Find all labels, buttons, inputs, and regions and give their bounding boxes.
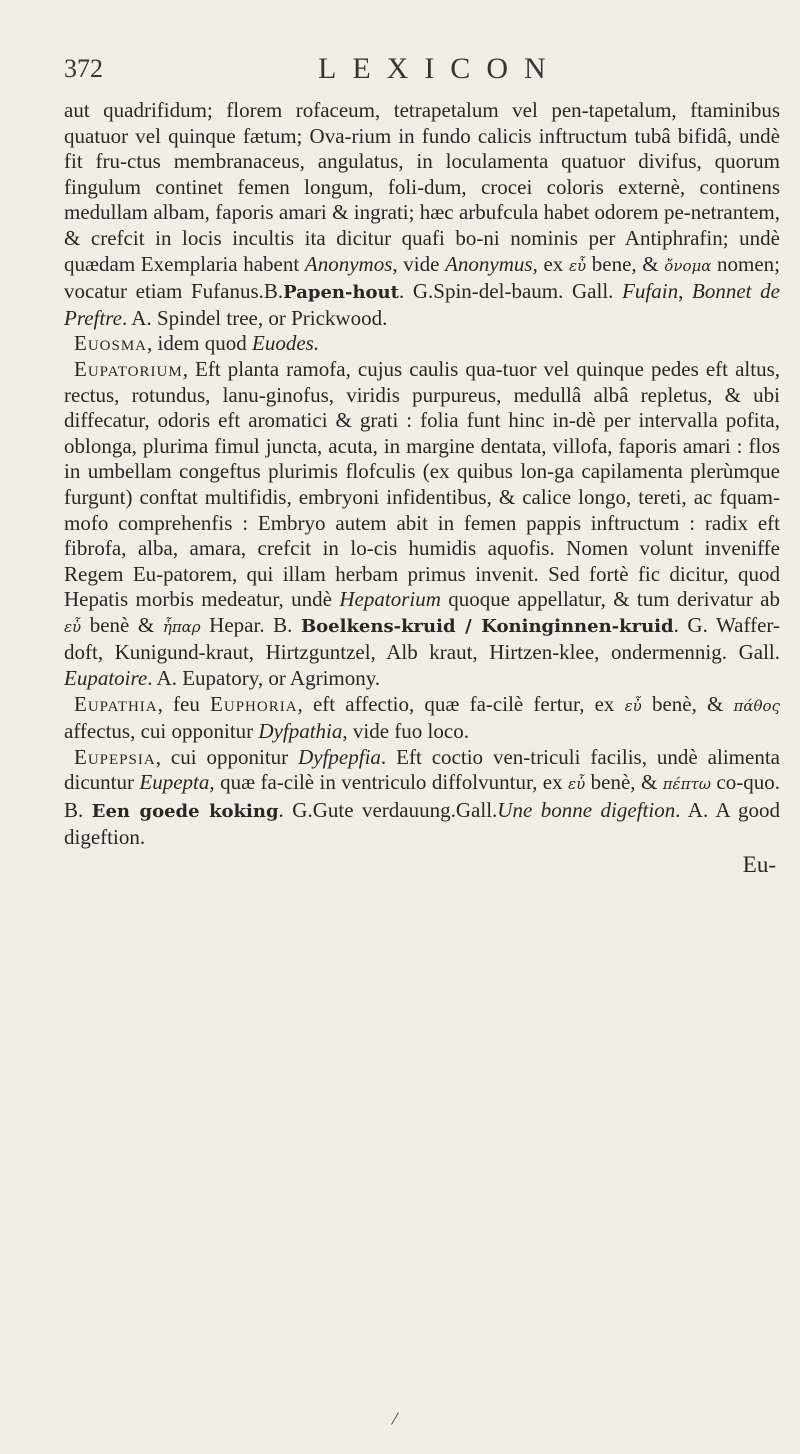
italic-term: Fufain <box>622 279 679 304</box>
italic-term: Anonymos <box>304 251 393 276</box>
continuation-paragraph <box>64 98 780 331</box>
entry-eupepsia <box>64 745 780 850</box>
italic-term: Dyfpepfia <box>298 744 381 769</box>
headword: Euphoria <box>210 691 298 716</box>
text-run: , eft affectio, quæ fa-cilè fertur, ex <box>297 691 625 716</box>
text-run: quoque appellatur, & tum derivatur ab <box>440 587 780 612</box>
greek-term: εὖ <box>568 775 586 794</box>
text-run: , vide fuo loco. <box>342 719 469 744</box>
text-run: , feu <box>157 691 211 716</box>
blackletter-term: Papen-hout <box>283 282 399 304</box>
text-run: , vide <box>392 251 446 276</box>
italic-term: Eupepta <box>139 770 210 795</box>
text-run: bene, & <box>586 251 665 276</box>
italic-term: Une bonne digeftion <box>497 798 676 823</box>
greek-term: εὖ <box>624 696 642 715</box>
catchword: Eu- <box>742 852 776 878</box>
headword: Eupatorium <box>74 356 183 381</box>
lexicon-text <box>64 98 780 878</box>
greek-term: ὄνομα <box>664 256 712 275</box>
blackletter-term: Boelkens-kruid / Koninginnen-kruid <box>300 615 674 637</box>
text-run: . A. Spindel tree, or Prickwood. <box>121 305 388 330</box>
headword: Eupathia <box>74 691 158 716</box>
text-run: . G. Waffer-doft, Kunigund-kraut, Hirtzguntzel, Alb kraut, Hirtzen-klee, ondermennig. Gall. <box>64 612 780 665</box>
italic-term: Dyfpathia <box>258 719 343 744</box>
italic-term: Euodes. <box>252 331 320 356</box>
text-run: , <box>678 279 693 304</box>
entry-eupatorium <box>64 357 780 692</box>
headword: Euosma <box>74 331 148 356</box>
greek-term: πάθος <box>733 696 780 715</box>
text-run: . Eft coctio ven-triculi facilis, undè alimenta dicuntur <box>64 744 780 795</box>
entry-eupathia <box>64 692 780 745</box>
text-run: affectus, cui opponitur <box>64 719 259 744</box>
italic-term: Eupatoire <box>64 666 148 691</box>
headword: Eupepsia <box>74 744 156 769</box>
greek-term: πέπτω <box>662 775 711 794</box>
text-run: , ex <box>532 251 569 276</box>
text-run: , quæ fa-cilè in ventriculo diffolvuntur, ex <box>209 770 569 795</box>
text-run: co-quo. B. <box>64 770 780 823</box>
text-run: nomen; vocatur etiam Fufanus.B. <box>64 251 780 304</box>
page-number: 372 <box>64 54 103 83</box>
text-run: benè, & <box>641 691 734 716</box>
greek-term: ἧπαρ <box>162 617 201 636</box>
italic-term: Bonnet de Preftre <box>64 279 780 330</box>
text-run: , Eft planta ramofa, cujus caulis qua-tuor vel quinque pedes eft altus, rectus, rotundus, lanu-ginofus, viridis purpureus, medullâ albâ repletus, & ubi diffecatur, odoris eft aromatici & grati : folia funt hinc in-dè per intervalla pofita, oblonga, plurima fimul juncta, acuta, in margine dentata, villofa, faporis amari : flos in umbellam congeftus plurimis flofculis (ex quibus lon-ga capilamenta plerùmque furgunt) conftat multifidis, embryoni infidentibus, & calice longo, tereti, ac fquam-mofo comprehenfis : Embryo autem abit in femen pappis inftructum : radix eft fibrofa, alba, amara, crefcit in lo-cis humidis aquofis. Nomen volunt inveniffe Regem Eu-patorem, qui illam herbam primus invenit. Sed fortè fic dicitur, quod Hepatis morbis medeatur, undè <box>64 356 780 612</box>
italic-term: Anonymus <box>445 251 533 276</box>
page-header <box>64 54 740 94</box>
italic-term: Hepatorium <box>339 587 441 612</box>
entry-list <box>64 331 780 850</box>
entry-euosma <box>64 331 780 357</box>
text-run: benè & <box>81 612 163 637</box>
text-run: . G.Spin-del-baum. Gall. <box>398 279 623 304</box>
text-run: . A. A good digeftion. <box>64 798 781 849</box>
greek-term: εὖ <box>568 256 587 275</box>
text-run: , cui opponitur <box>155 744 299 769</box>
stray-ink-mark <box>391 1412 399 1425</box>
text-run: benè, & <box>585 770 663 795</box>
text-run: aut quadrifidum; florem rofaceum, tetrapetalum vel pen-tapetalum, ftaminibus quatuor vel quinque fætum; Ova-rium in fundo calicis inftructum tubâ bifidâ, undè fit fru-ctus membranaceus, angulatus, in loculamenta quatuor divifus, quorum fingulum continet femen longum, foli-dum, crocei coloris externè, continens medullam albam, faporis amari & ingrati; hæc arbufcula habet odorem pe-netrantem, & crefcit in locis incultis ita dicitur quafi bo-ni nominis per Antiphrafin; undè quædam Exemplaria habent <box>64 98 780 276</box>
text-run: . A. Eupatory, or Agrimony. <box>147 666 381 691</box>
text-run: Hepar. B. <box>200 612 301 637</box>
text-run: , idem quod <box>147 331 253 356</box>
text-run: . G.Gute verdauung.Gall. <box>278 798 498 823</box>
running-title: LEXICON <box>318 52 562 85</box>
greek-term: εὖ <box>64 617 82 636</box>
blackletter-term: Een goede koking <box>91 801 279 823</box>
